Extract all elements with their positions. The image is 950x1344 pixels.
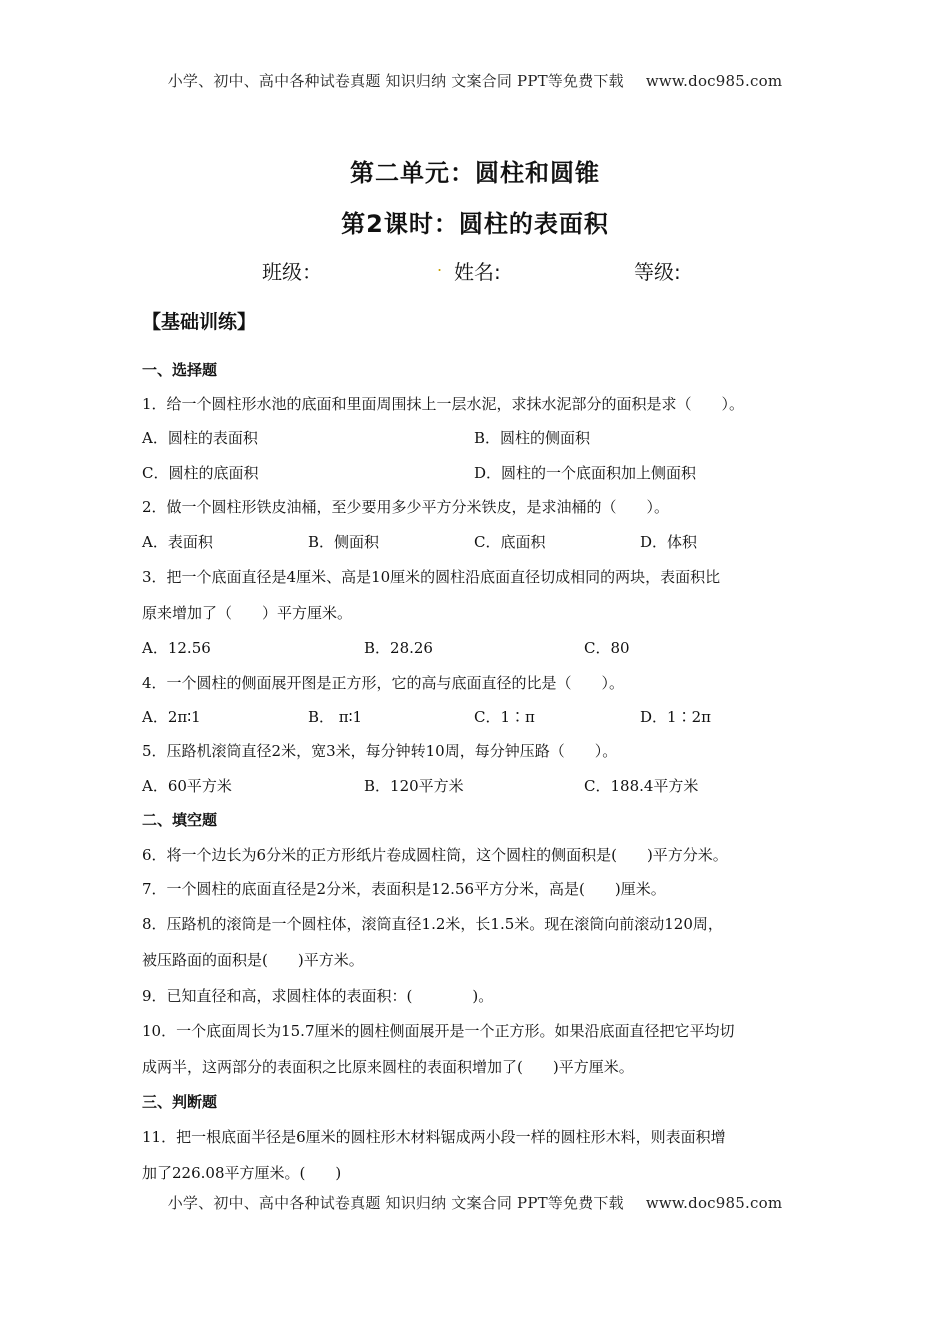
q1-option-b: B．圆柱的侧面积 (474, 429, 591, 447)
q4-option-d: D．1∶2π (640, 708, 711, 726)
page-footer (0, 1192, 950, 1213)
page-title: 第二单元：圆柱和圆锥 (350, 159, 600, 187)
name-label: 姓名: (454, 260, 501, 284)
q2-option-a: A．表面积 (142, 533, 213, 551)
grade-label: 等级: (634, 260, 681, 284)
dot-mark: . (437, 256, 443, 275)
q3-option-c: C．80 (584, 639, 630, 657)
q1-option-a: A．圆柱的表面积 (142, 429, 258, 447)
q2-option-b: B．侧面积 (308, 533, 380, 551)
part2-title: 二、填空题 (142, 811, 218, 829)
question-7: 7．一个圆柱的底面直径是2分米，表面积是12.56平方分米，高是( )厘米。 (142, 880, 666, 898)
question-10-cont: 成两半，这两部分的表面积之比原来圆柱的表面积增加了( )平方厘米。 (142, 1058, 634, 1076)
part1-title: 一、选择题 (142, 361, 218, 379)
q1-option-c: C．圆柱的底面积 (142, 464, 259, 482)
footer-url[interactable]: www.doc985.com (645, 1194, 783, 1212)
question-8: 8．压路机的滚筒是一个圆柱体，滚筒直径1.2米，长1.5米。现在滚筒向前滚动120周， (142, 915, 723, 933)
q3-option-a: A．12.56 (142, 639, 211, 657)
question-5: 5．压路机滚筒直径2米，宽3米，每分钟转10周，每分钟压路（ ）。 (142, 742, 618, 760)
page-header (0, 70, 950, 91)
header-url[interactable]: www.doc985.com (645, 72, 783, 90)
q5-option-c: C．188.4平方米 (584, 777, 699, 795)
class-label: 班级： (262, 260, 322, 284)
q3-option-b: B．28.26 (364, 639, 433, 657)
question-9: 9．已知直径和高，求圆柱体的表面积：( )。 (142, 987, 494, 1005)
question-2: 2．做一个圆柱形铁皮油桶，至少要用多少平方分米铁皮，是求油桶的（ ）。 (142, 498, 670, 516)
question-4: 4．一个圆柱的侧面展开图是正方形，它的高与底面直径的比是（ ）。 (142, 674, 625, 692)
part3-title: 三、判断题 (142, 1093, 218, 1111)
footer-text: 小学、初中、高中各种试卷真题 知识归纳 文案合同 PPT等免费下载 (167, 1194, 624, 1212)
header-text: 小学、初中、高中各种试卷真题 知识归纳 文案合同 PPT等免费下载 (167, 72, 624, 90)
question-3-cont: 原来增加了（ ）平方厘米。 (142, 604, 353, 622)
q1-option-d: D．圆柱的一个底面积加上侧面积 (474, 464, 697, 482)
q4-option-c: C．1∶π (474, 708, 535, 726)
q5-option-b: B．120平方米 (364, 777, 464, 795)
q2-option-d: D．体积 (640, 533, 698, 551)
question-10: 10．一个底面周长为15.7厘米的圆柱侧面展开是一个正方形。如果沿底面直径把它平均切 (142, 1022, 735, 1040)
question-6: 6．将一个边长为6分米的正方形纸片卷成圆柱筒，这个圆柱的侧面积是( )平方分米。 (142, 846, 728, 864)
page-subtitle: 第2课时：圆柱的表面积 (341, 210, 609, 238)
q4-option-b: B． π∶1 (308, 708, 363, 726)
question-11-cont: 加了226.08平方厘米。( ) (142, 1164, 342, 1182)
q5-option-a: A．60平方米 (142, 777, 232, 795)
q2-option-c: C．底面积 (474, 533, 546, 551)
question-11: 11．把一根底面半径是6厘米的圆柱形木材料锯成两小段一样的圆柱形木料，则表面积增 (142, 1128, 726, 1146)
question-1: 1．给一个圆柱形水池的底面和里面周围抹上一层水泥，求抹水泥部分的面积是求（ ）。 (142, 395, 745, 413)
q4-option-a: A．2π∶1 (142, 708, 201, 726)
question-3: 3．把一个底面直径是4厘米、高是10厘米的圆柱沿底面直径切成相同的两块，表面积比 (142, 568, 721, 586)
section-basic-training: 【基础训练】 (142, 311, 257, 333)
question-8-cont: 被压路面的面积是( )平方米。 (142, 951, 364, 969)
